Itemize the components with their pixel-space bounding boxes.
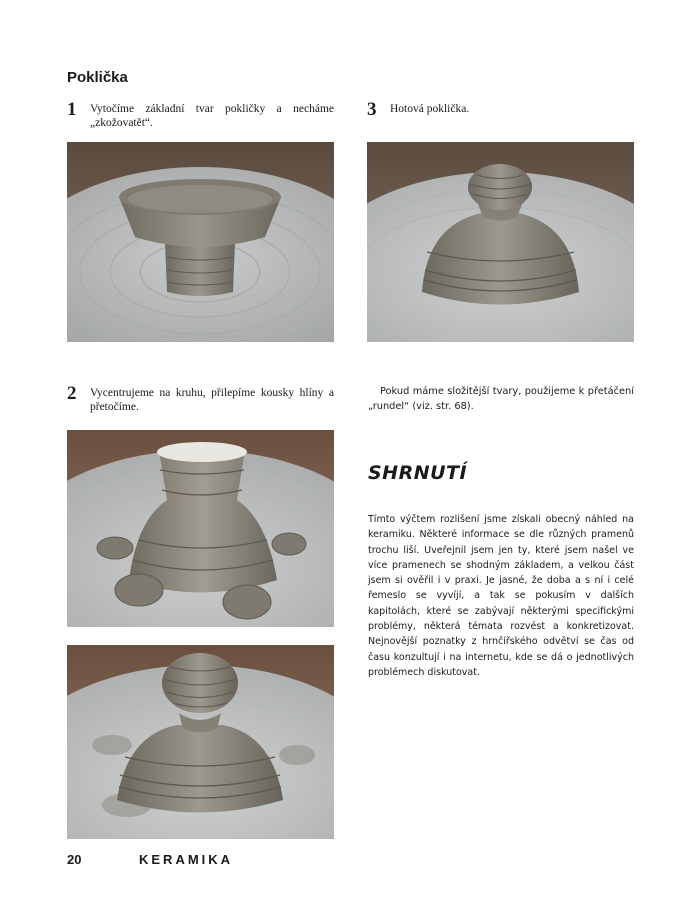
page-number: 20 (67, 852, 82, 867)
step-1 (67, 100, 334, 134)
book-title: KERAMIKA (139, 852, 234, 867)
photo-rethrown-lid (67, 645, 334, 839)
step-number: 1 (67, 99, 77, 120)
photo-finished-lid (367, 142, 634, 342)
page-heading: Poklička (67, 69, 128, 86)
side-note: Pokud máme složitější tvary, použijeme k přetáčení „rundel“ (viz. str. 68). (368, 386, 634, 412)
photo-centered-with-clay-pieces (67, 430, 334, 627)
step-3 (367, 100, 634, 134)
step-number: 2 (67, 383, 77, 404)
photo-bowl-shape (67, 142, 334, 342)
step-number: 3 (367, 99, 377, 120)
step-2 (67, 384, 334, 418)
step-text: Vytočíme základní tvar pokličky a necháme „zkožovatět“. (90, 103, 334, 129)
step-text: Vycentrujeme na kruhu, přilepíme kousky hlíny a přetočíme. (90, 387, 334, 413)
step-text: Hotová poklička. (390, 103, 470, 115)
summary-body: Tímto výčtem rozlišení jsme získali obecný náhled na keramiku. Některé informace se dle různých pramenů trochu liší. Uveřejnil jsem jen ty, které jsem našel ve více pramenech se shodným základem, a velkou část jsem si ověřil i v praxi. Je jasné, že doba a s ní i celé řemeslo se vyvíjí, a tak se pokusím v dalších kapitolách, které se zabývají některými specifickými problémy, některá témata rozvést a konkretizovat. Nejnovější poznatky z hrnčířského odvětví se čas od času konzultují i na internetu, kde se dá o jednotlivých problémech diskutovat. (368, 514, 634, 678)
summary-title: SHRNUTÍ (368, 462, 468, 484)
